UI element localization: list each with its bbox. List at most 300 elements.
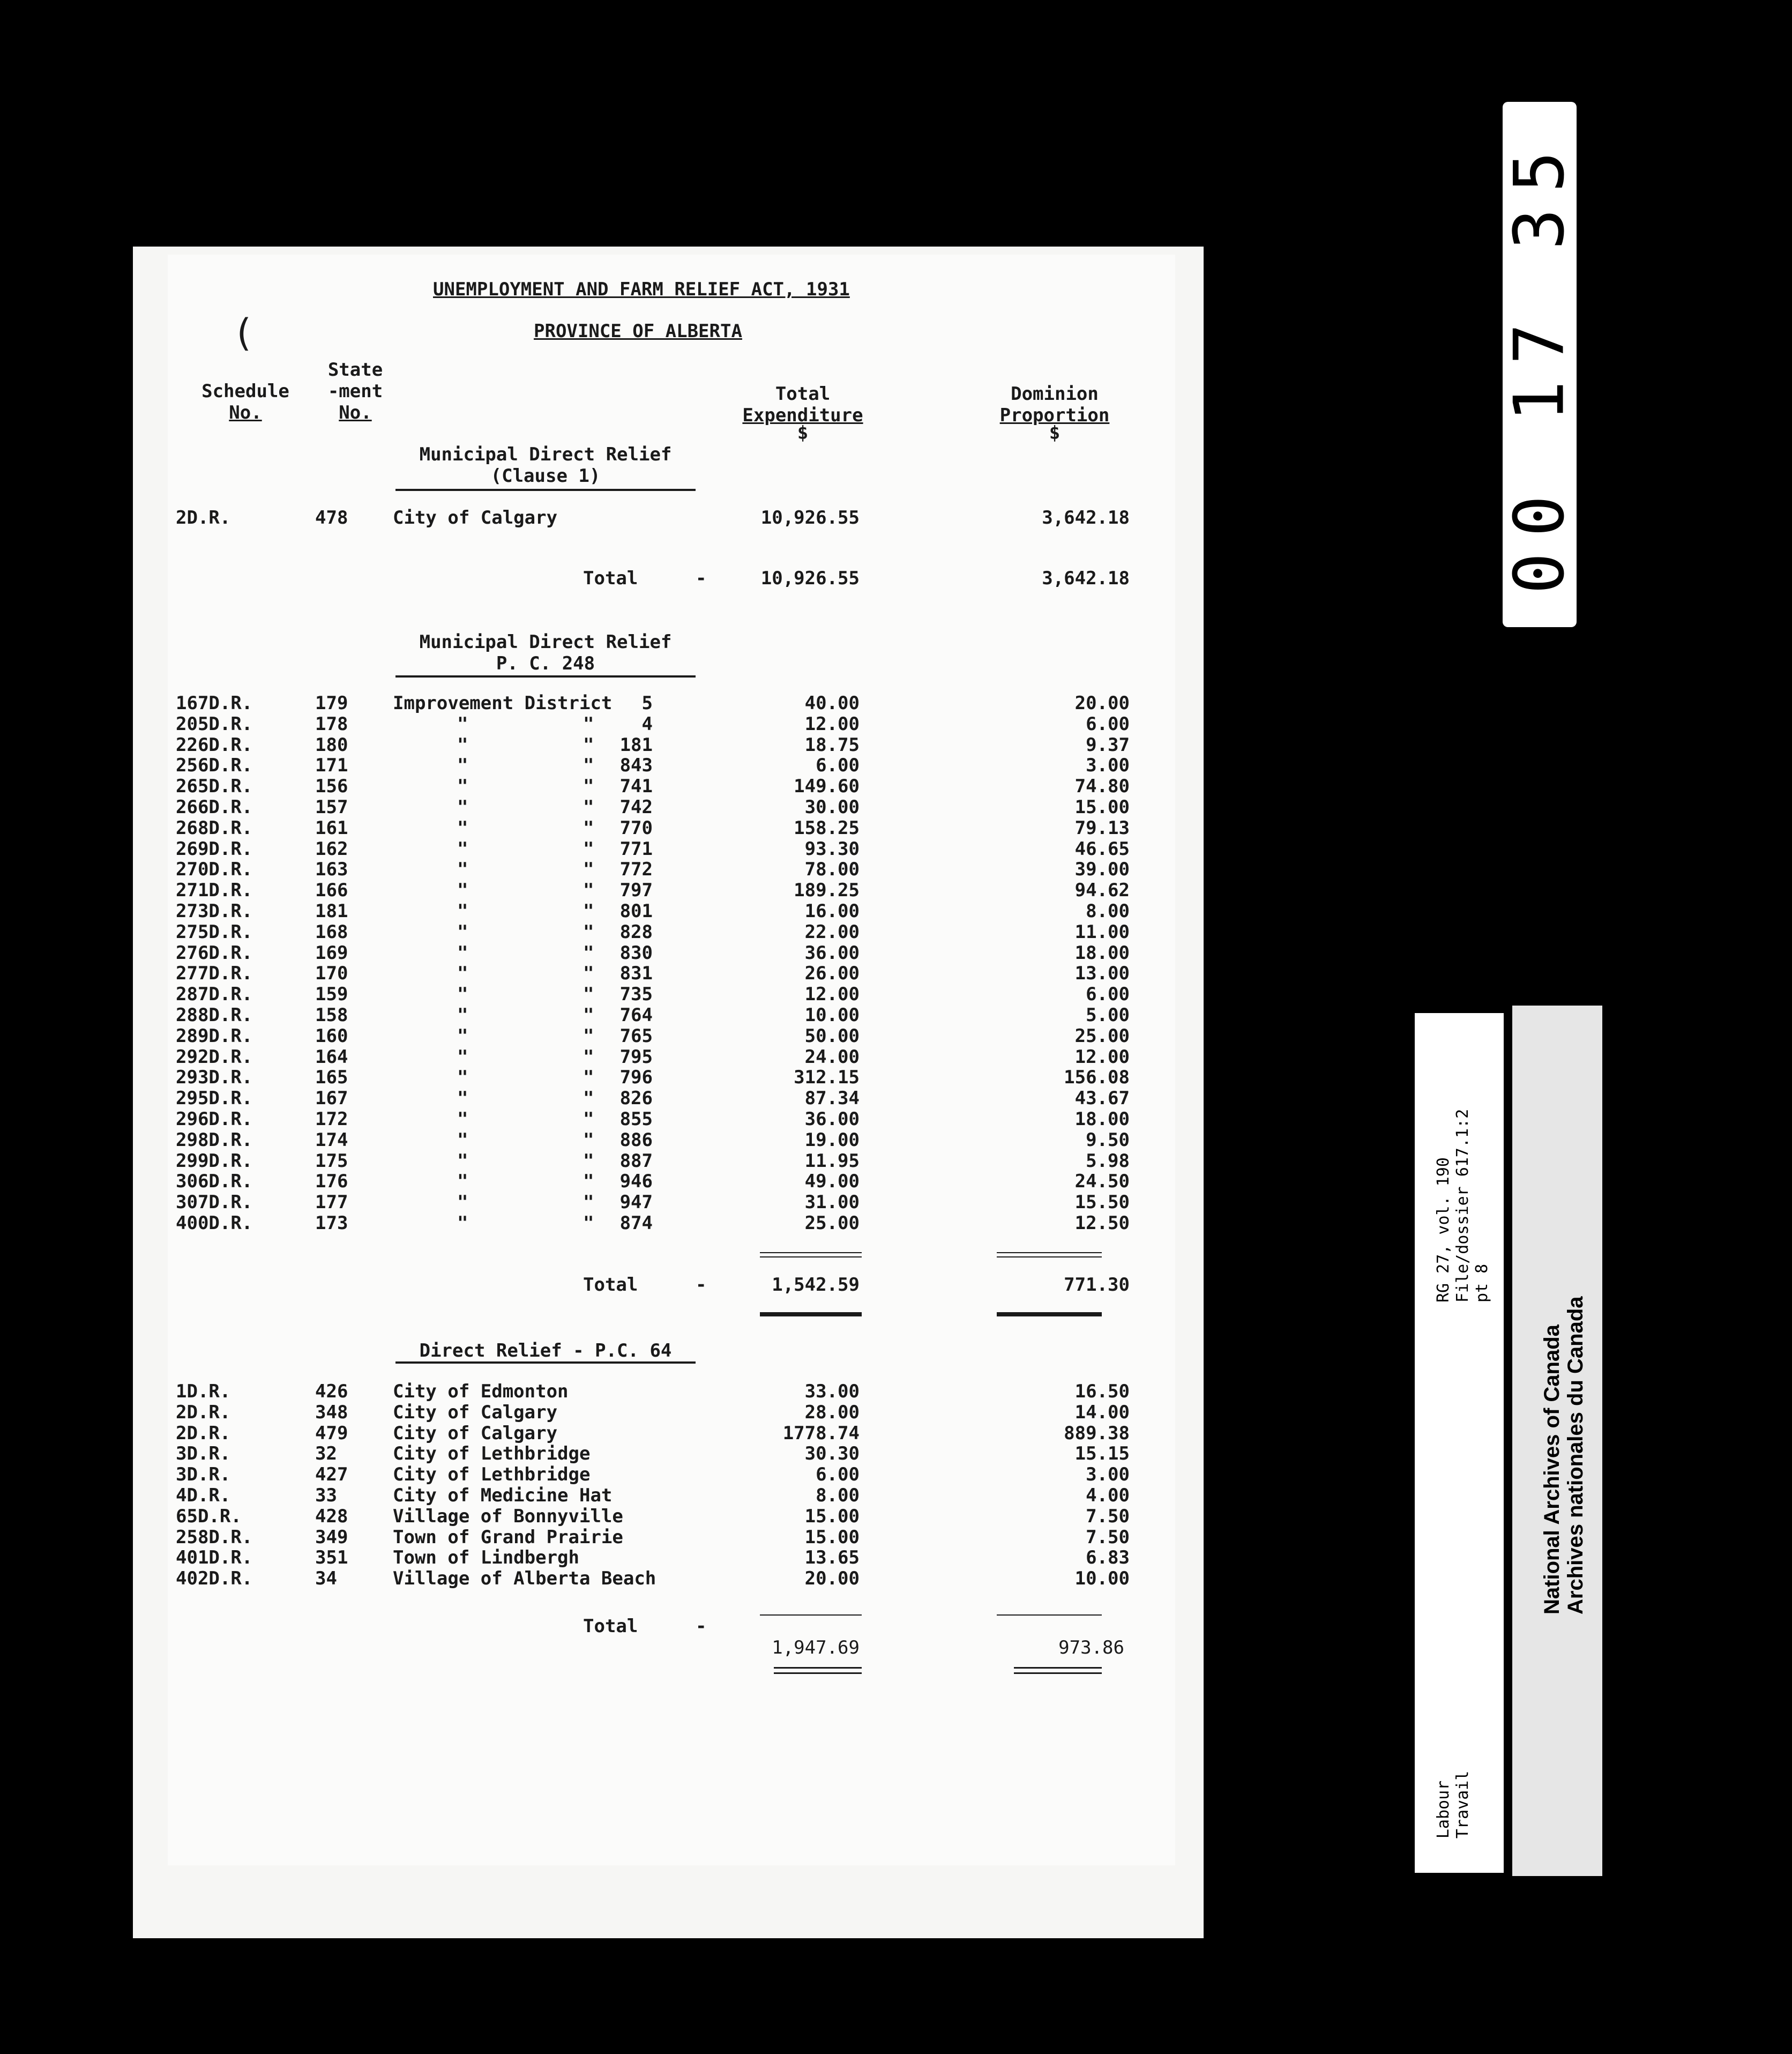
district-number: 181: [619, 734, 653, 756]
table-row: [133, 880, 1204, 901]
district-number: 771: [619, 838, 653, 860]
table-row: [133, 1381, 1204, 1402]
dominion-proportion: 24.50: [1074, 1171, 1130, 1193]
description-ditto-2: ": [583, 1067, 594, 1089]
section1-total: 10,926.55: [760, 568, 860, 589]
total-expenditure: 20.00: [804, 1568, 860, 1590]
statement-number: 164: [315, 1046, 348, 1068]
dominion-proportion: 13.00: [1074, 963, 1130, 985]
description-ditto: ": [457, 984, 468, 1006]
total-expenditure: 25.00: [804, 1212, 860, 1234]
dominion-proportion: 14.00: [1074, 1401, 1130, 1423]
district-number: 5: [641, 693, 653, 714]
total-expenditure: 19.00: [804, 1129, 860, 1151]
description-ditto: ": [457, 755, 468, 777]
department-line-1: Labour: [1434, 1780, 1453, 1839]
table-row: [133, 714, 1204, 734]
description-ditto: ": [457, 1046, 468, 1068]
total-expenditure: 28.00: [804, 1401, 860, 1423]
table-row: [133, 1423, 1204, 1443]
total-expenditure: 36.00: [804, 942, 860, 964]
schedule-number: 265D.R.: [176, 776, 253, 798]
archive-name-label: [1512, 1006, 1602, 1876]
total-expenditure: 6.00: [816, 755, 860, 777]
description-ditto-2: ": [583, 797, 594, 818]
statement-number: 160: [315, 1025, 348, 1047]
district-number: 947: [619, 1192, 653, 1214]
district-number: 772: [619, 859, 653, 881]
dominion-proportion: 156.08: [1064, 1067, 1130, 1089]
total-expenditure: 31.00: [804, 1192, 860, 1214]
reference-line-1: RG 27, vol. 190: [1434, 1157, 1453, 1303]
section1-total-row: [133, 568, 1204, 589]
dominion-proportion: 6.83: [1086, 1547, 1130, 1569]
dominion-proportion: 3.00: [1086, 1464, 1130, 1486]
district-number: 795: [619, 1046, 653, 1068]
table-row: [133, 1443, 1204, 1464]
description-ditto: ": [457, 942, 468, 964]
dominion-proportion: 20.00: [1074, 693, 1130, 714]
description-ditto: ": [457, 1150, 468, 1172]
description-ditto: ": [457, 1171, 468, 1193]
district-number: 946: [619, 1171, 653, 1193]
dominion-proportion: 94.62: [1074, 880, 1130, 902]
total-label: Total: [583, 1616, 638, 1637]
schedule-number: 296D.R.: [176, 1108, 253, 1130]
description-ditto: ": [457, 1067, 468, 1089]
description-ditto-2: ": [583, 1212, 594, 1234]
statement-number: 163: [315, 859, 348, 881]
table-row: [133, 1464, 1204, 1485]
archive-name-french: Archives nationales du Canada: [1564, 1296, 1587, 1614]
total-expenditure: 149.60: [794, 776, 860, 798]
table-row: [133, 508, 1204, 528]
section2-double-rule-right: [997, 1312, 1102, 1316]
statement-number: 159: [315, 984, 348, 1006]
dominion-proportion: 9.37: [1086, 734, 1130, 756]
total-expenditure: 49.00: [804, 1171, 860, 1193]
total-expenditure: 93.30: [804, 838, 860, 860]
total-expenditure: 30.30: [804, 1443, 860, 1465]
dominion-proportion: 39.00: [1074, 859, 1130, 881]
header-dominion-proportion: Dominion Proportion $: [999, 383, 1110, 444]
description-ditto-2: ": [583, 755, 594, 777]
description-ditto-2: ": [583, 1129, 594, 1151]
dominion-proportion: 43.67: [1074, 1088, 1130, 1110]
schedule-number: 275D.R.: [176, 921, 253, 943]
statement-number: 165: [315, 1067, 348, 1089]
total-expenditure: 87.34: [804, 1088, 860, 1110]
description-ditto-2: ": [583, 901, 594, 922]
table-row: [133, 922, 1204, 942]
total-expenditure: 12.00: [804, 713, 860, 735]
description: City of Lethbridge: [393, 1464, 591, 1486]
archive-reference-label: [1415, 1013, 1504, 1873]
dominion-proportion: 79.13: [1074, 817, 1130, 839]
statement-number: 168: [315, 921, 348, 943]
schedule-number: 3D.R.: [176, 1443, 231, 1465]
total-expenditure: 1778.74: [782, 1422, 860, 1444]
description-ditto-2: ": [583, 942, 594, 964]
description-ditto-2: ": [583, 921, 594, 943]
description: City of Calgary: [393, 507, 558, 529]
table-row: [133, 1005, 1204, 1025]
description-ditto-2: ": [583, 880, 594, 902]
statement-number: 33: [315, 1485, 337, 1506]
reference-line-3: pt 8: [1473, 1263, 1491, 1303]
statement-number: 174: [315, 1129, 348, 1151]
total-expenditure: 15.00: [804, 1526, 860, 1548]
dominion-proportion: 12.50: [1074, 1212, 1130, 1234]
statement-number: 162: [315, 838, 348, 860]
statement-number: 169: [315, 942, 348, 964]
total-expenditure: 16.00: [804, 901, 860, 922]
district-number: 826: [619, 1088, 653, 1110]
total-expenditure: 40.00: [804, 693, 860, 714]
statement-number: 158: [315, 1004, 348, 1026]
district-number: 4: [641, 713, 653, 735]
total-expenditure: 50.00: [804, 1025, 860, 1047]
statement-number: 170: [315, 963, 348, 985]
description: City of Edmonton: [393, 1381, 569, 1402]
description-ditto: ": [457, 776, 468, 798]
schedule-number: 266D.R.: [176, 797, 253, 818]
schedule-number: 273D.R.: [176, 901, 253, 922]
schedule-number: 270D.R.: [176, 859, 253, 881]
section3-total: 1,947.69: [772, 1637, 860, 1658]
schedule-number: 293D.R.: [176, 1067, 253, 1089]
table-row: [133, 693, 1204, 713]
table-row: [133, 1213, 1204, 1233]
total-expenditure: 26.00: [804, 963, 860, 985]
schedule-number: 401D.R.: [176, 1547, 253, 1569]
initial-mark: (: [232, 311, 255, 355]
description-ditto-2: ": [583, 734, 594, 756]
dominion-proportion: 6.00: [1086, 984, 1130, 1006]
schedule-number: 1D.R.: [176, 1381, 231, 1402]
description-ditto-2: ": [583, 713, 594, 735]
dominion-proportion: 6.00: [1086, 713, 1130, 735]
schedule-number: 400D.R.: [176, 1212, 253, 1234]
schedule-number: 402D.R.: [176, 1568, 253, 1590]
schedule-number: 167D.R.: [176, 693, 253, 714]
total-expenditure: 15.00: [804, 1505, 860, 1527]
description: Village of Bonnyville: [393, 1505, 623, 1527]
table-row: [133, 818, 1204, 838]
description-ditto: ": [457, 1025, 468, 1047]
total-expenditure: 10,926.55: [760, 507, 860, 529]
district-number: 770: [619, 817, 653, 839]
description-ditto: ": [457, 734, 468, 756]
section1-underline: [395, 489, 696, 491]
description-ditto: ": [457, 880, 468, 902]
header-statement: State -ment No.: [327, 359, 383, 423]
dominion-proportion: 11.00: [1074, 921, 1130, 943]
schedule-number: 307D.R.: [176, 1192, 253, 1214]
description-ditto: ": [457, 797, 468, 818]
section1-heading: Municipal Direct Relief (Clause 1): [419, 444, 672, 487]
description-ditto: ": [457, 838, 468, 860]
section3-total-row: [133, 1616, 1204, 1636]
description-ditto-2: ": [583, 838, 594, 860]
table-row: [133, 1547, 1204, 1568]
table-row: [133, 1485, 1204, 1506]
dominion-proportion: 3.00: [1086, 755, 1130, 777]
description-ditto-2: ": [583, 1192, 594, 1214]
statement-number: 157: [315, 797, 348, 818]
description: Village of Alberta Beach: [393, 1568, 656, 1590]
statement-number: 166: [315, 880, 348, 902]
total-expenditure: 30.00: [804, 797, 860, 818]
archive-stamp: [1499, 102, 1580, 627]
section2-total: 1,542.59: [772, 1274, 860, 1296]
district-number: 855: [619, 1108, 653, 1130]
section3-heading: Direct Relief - P.C. 64: [419, 1340, 672, 1361]
total-expenditure: 36.00: [804, 1108, 860, 1130]
description-ditto: ": [457, 1212, 468, 1234]
section3-double-rule-left-2: [774, 1672, 862, 1674]
section2-total-rule-left-2: [760, 1256, 862, 1257]
description-ditto: ": [457, 1004, 468, 1026]
description-ditto: ": [457, 817, 468, 839]
section2-underline: [395, 675, 696, 678]
table-row: [133, 1527, 1204, 1547]
district-number: 801: [619, 901, 653, 922]
description-ditto: ": [457, 901, 468, 922]
province-title: PROVINCE OF ALBERTA: [534, 321, 742, 342]
section2-heading: Municipal Direct Relief P. C. 248: [419, 631, 672, 674]
table-row: [133, 1026, 1204, 1046]
section2-total-rule-left: [760, 1252, 862, 1253]
description-ditto-2: ": [583, 1108, 594, 1130]
statement-number: 348: [315, 1401, 348, 1423]
total-expenditure: 33.00: [804, 1381, 860, 1402]
section3-total-rule-left: [760, 1614, 862, 1616]
description: Improvement District: [393, 693, 613, 714]
statement-number: 427: [315, 1464, 348, 1486]
section2-dominion-rule-2: [997, 1256, 1102, 1257]
table-row: [133, 1171, 1204, 1192]
schedule-number: 2D.R.: [176, 507, 231, 529]
section3-total-rule-right: [997, 1614, 1102, 1616]
dominion-proportion: 8.00: [1086, 901, 1130, 922]
total-label: Total: [583, 1274, 638, 1296]
schedule-number: 287D.R.: [176, 984, 253, 1006]
table-row: [133, 943, 1204, 963]
table-row: [133, 984, 1204, 1004]
dominion-proportion: 18.00: [1074, 1108, 1130, 1130]
statement-number: 181: [315, 901, 348, 922]
description-ditto-2: ": [583, 1004, 594, 1026]
description-ditto: ": [457, 1088, 468, 1110]
statement-number: 156: [315, 776, 348, 798]
table-row: [133, 1151, 1204, 1171]
section3-underline: [395, 1361, 696, 1364]
schedule-number: 3D.R.: [176, 1464, 231, 1486]
dominion-proportion: 3,642.18: [1042, 507, 1130, 529]
statement-number: 173: [315, 1212, 348, 1234]
description: City of Medicine Hat: [393, 1485, 613, 1506]
statement-number: 349: [315, 1526, 348, 1548]
statement-number: 479: [315, 1422, 348, 1444]
dominion-proportion: 10.00: [1074, 1568, 1130, 1590]
district-number: 886: [619, 1129, 653, 1151]
statement-number: 179: [315, 693, 348, 714]
dominion-proportion: 15.00: [1074, 797, 1130, 818]
schedule-number: 277D.R.: [176, 963, 253, 985]
schedule-number: 2D.R.: [176, 1401, 231, 1423]
section2-dominion-rule: [997, 1252, 1102, 1253]
description-ditto-2: ": [583, 1088, 594, 1110]
dominion-proportion: 889.38: [1064, 1422, 1130, 1444]
schedule-number: 295D.R.: [176, 1088, 253, 1110]
description-ditto: ": [457, 963, 468, 985]
table-row: [133, 859, 1204, 880]
statement-number: 180: [315, 734, 348, 756]
schedule-number: 268D.R.: [176, 817, 253, 839]
table-row: [133, 1192, 1204, 1212]
document-title: UNEMPLOYMENT AND FARM RELIEF ACT, 1931: [433, 279, 850, 300]
stamp-number: 00 17 35: [1499, 135, 1580, 594]
table-row: [133, 1402, 1204, 1423]
district-number: 742: [619, 797, 653, 818]
district-number: 831: [619, 963, 653, 985]
header-schedule: Schedule No.: [201, 381, 289, 423]
schedule-number: 4D.R.: [176, 1485, 231, 1506]
schedule-number: 256D.R.: [176, 755, 253, 777]
dominion-proportion: 25.00: [1074, 1025, 1130, 1047]
schedule-number: 226D.R.: [176, 734, 253, 756]
table-row: [133, 735, 1204, 755]
schedule-number: 306D.R.: [176, 1171, 253, 1193]
dominion-proportion: 5.00: [1086, 1004, 1130, 1026]
district-number: 796: [619, 1067, 653, 1089]
statement-number: 177: [315, 1192, 348, 1214]
total-label: Total: [583, 568, 638, 589]
table-row: [133, 797, 1204, 817]
dominion-proportion: 74.80: [1074, 776, 1130, 798]
dominion-proportion: 15.15: [1074, 1443, 1130, 1465]
description: City of Lethbridge: [393, 1443, 591, 1465]
total-expenditure: 11.95: [804, 1150, 860, 1172]
section3-double-rule-left: [774, 1667, 862, 1669]
total-expenditure: 13.65: [804, 1547, 860, 1569]
table-row: [133, 1130, 1204, 1150]
description-ditto: ": [457, 713, 468, 735]
statement-number: 176: [315, 1171, 348, 1193]
statement-number: 478: [315, 507, 348, 529]
dominion-proportion: 46.65: [1074, 838, 1130, 860]
district-number: 887: [619, 1150, 653, 1172]
schedule-number: 288D.R.: [176, 1004, 253, 1026]
description-ditto-2: ": [583, 1150, 594, 1172]
total-expenditure: 18.75: [804, 734, 860, 756]
dominion-proportion: 5.98: [1086, 1150, 1130, 1172]
section1-dominion-total: 3,642.18: [1042, 568, 1130, 589]
section2-dominion-total: 771.30: [1064, 1274, 1130, 1296]
table-row: [133, 1506, 1204, 1527]
schedule-number: 269D.R.: [176, 838, 253, 860]
description-ditto: ": [457, 921, 468, 943]
statement-number: 167: [315, 1088, 348, 1110]
dominion-proportion: 4.00: [1086, 1485, 1130, 1506]
dominion-proportion: 7.50: [1086, 1505, 1130, 1527]
statement-number: 428: [315, 1505, 348, 1527]
district-number: 797: [619, 880, 653, 902]
document-sheet: [133, 247, 1204, 1938]
description-ditto: ": [457, 859, 468, 881]
statement-number: 426: [315, 1381, 348, 1402]
total-expenditure: 6.00: [816, 1464, 860, 1486]
district-number: 830: [619, 942, 653, 964]
statement-number: 34: [315, 1568, 337, 1590]
description-ditto-2: ": [583, 984, 594, 1006]
dominion-proportion: 15.50: [1074, 1192, 1130, 1214]
description-ditto: ": [457, 1108, 468, 1130]
table-row: [133, 839, 1204, 859]
table-row: [133, 1109, 1204, 1129]
dominion-proportion: 12.00: [1074, 1046, 1130, 1068]
total-dash: -: [696, 568, 707, 589]
table-row: [133, 755, 1204, 776]
section3-double-rule-right: [1014, 1667, 1102, 1669]
total-expenditure: 78.00: [804, 859, 860, 881]
header-total-expenditure: Total Expenditure $: [742, 383, 863, 444]
statement-number: 171: [315, 755, 348, 777]
schedule-number: 299D.R.: [176, 1150, 253, 1172]
table-row: [133, 963, 1204, 984]
description-ditto: ": [457, 1129, 468, 1151]
section3-dominion-total: 973.86: [1058, 1637, 1124, 1658]
dominion-proportion: 7.50: [1086, 1526, 1130, 1548]
description-ditto-2: ": [583, 1046, 594, 1068]
schedule-number: 292D.R.: [176, 1046, 253, 1068]
description-ditto-2: ": [583, 963, 594, 985]
district-number: 828: [619, 921, 653, 943]
statement-number: 172: [315, 1108, 348, 1130]
district-number: 843: [619, 755, 653, 777]
total-dash: -: [696, 1274, 707, 1296]
description-ditto-2: ": [583, 1025, 594, 1047]
table-row: [133, 1067, 1204, 1088]
section3-double-rule-right-2: [1014, 1672, 1102, 1674]
description: Town of Lindbergh: [393, 1547, 579, 1569]
total-expenditure: 22.00: [804, 921, 860, 943]
total-expenditure: 24.00: [804, 1046, 860, 1068]
section3-total-values: [133, 1638, 1204, 1658]
dominion-proportion: 18.00: [1074, 942, 1130, 964]
statement-number: 32: [315, 1443, 337, 1465]
total-expenditure: 12.00: [804, 984, 860, 1006]
district-number: 874: [619, 1212, 653, 1234]
table-row: [133, 1568, 1204, 1589]
description-ditto-2: ": [583, 859, 594, 881]
total-expenditure: 8.00: [816, 1485, 860, 1506]
schedule-number: 276D.R.: [176, 942, 253, 964]
section2-total-row: [133, 1275, 1204, 1295]
description: Town of Grand Prairie: [393, 1526, 623, 1548]
statement-number: 351: [315, 1547, 348, 1569]
dominion-proportion: 16.50: [1074, 1381, 1130, 1402]
district-number: 764: [619, 1004, 653, 1026]
table-row: [133, 1047, 1204, 1067]
statement-number: 178: [315, 713, 348, 735]
description: City of Calgary: [393, 1422, 558, 1444]
section2-double-rule-left: [760, 1312, 862, 1316]
description: City of Calgary: [393, 1401, 558, 1423]
table-row: [133, 1088, 1204, 1108]
statement-number: 175: [315, 1150, 348, 1172]
